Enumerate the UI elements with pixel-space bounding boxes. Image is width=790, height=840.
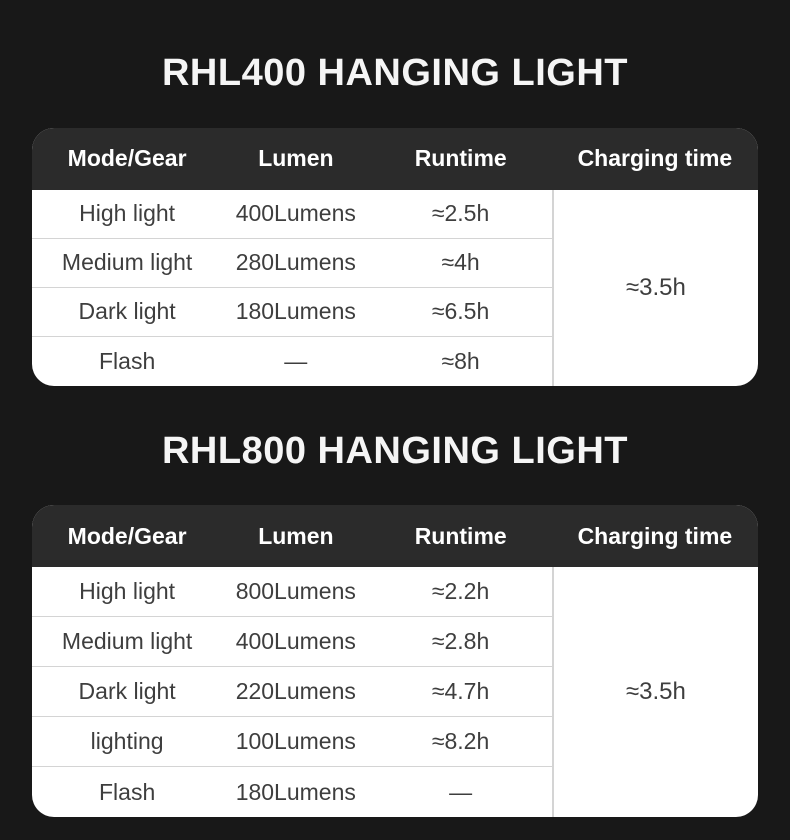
cell-mode: Medium light bbox=[61, 628, 193, 655]
page-title-rhl800: RHL800 HANGING LIGHT bbox=[161, 429, 629, 472]
table-row bbox=[32, 567, 552, 617]
cell-lumen: 400Lumens bbox=[235, 628, 356, 655]
cell-lumen: 100Lumens bbox=[235, 728, 356, 755]
table-body bbox=[32, 190, 758, 386]
header-cell-mode-gear: Mode/Gear bbox=[67, 145, 187, 172]
charging-time-merged-cell: ≈3.5h bbox=[552, 190, 758, 386]
header-cell-lumen: Lumen bbox=[258, 145, 334, 172]
cell-mode: Flash bbox=[99, 778, 156, 805]
cell-lumen: 280Lumens bbox=[235, 249, 356, 276]
cell-runtime: ≈2.5h bbox=[431, 200, 490, 227]
cell-lumen: 220Lumens bbox=[235, 678, 356, 705]
cell-mode: Dark light bbox=[78, 298, 176, 325]
table-row bbox=[32, 288, 552, 337]
header-cell-charging-time: Charging time bbox=[577, 145, 733, 172]
cell-runtime: ≈8h bbox=[441, 347, 480, 374]
cell-mode: Medium light bbox=[61, 249, 193, 276]
cell-lumen: 180Lumens bbox=[235, 298, 356, 325]
table-row bbox=[32, 717, 552, 767]
header-cell-runtime: Runtime bbox=[414, 145, 507, 172]
cell-runtime: ≈6.5h bbox=[431, 298, 490, 325]
cell-lumen: 180Lumens bbox=[235, 778, 356, 805]
table-row bbox=[32, 190, 552, 239]
table-row bbox=[32, 239, 552, 288]
table-header-row bbox=[32, 128, 758, 190]
cell-mode: High light bbox=[79, 200, 176, 227]
table-rows bbox=[32, 567, 552, 817]
header-cell-runtime: Runtime bbox=[414, 522, 507, 549]
table-header-row bbox=[32, 505, 758, 567]
page-title-rhl400: RHL400 HANGING LIGHT bbox=[161, 52, 629, 94]
cell-runtime: ≈4.7h bbox=[431, 678, 490, 705]
table-row bbox=[32, 767, 552, 817]
table-body bbox=[32, 567, 758, 817]
cell-runtime: ≈2.8h bbox=[431, 628, 490, 655]
table-rows bbox=[32, 190, 552, 386]
cell-lumen: — bbox=[284, 347, 308, 374]
header-cell-mode-gear: Mode/Gear bbox=[67, 522, 187, 549]
cell-runtime: ≈4h bbox=[441, 249, 480, 276]
charging-time-merged-cell: ≈3.5h bbox=[552, 567, 758, 817]
header-cell-lumen: Lumen bbox=[258, 522, 334, 549]
cell-runtime: ≈8.2h bbox=[431, 728, 490, 755]
table-row bbox=[32, 337, 552, 386]
spec-table-rhl800 bbox=[32, 505, 758, 817]
cell-lumen: 400Lumens bbox=[235, 200, 356, 227]
table-row bbox=[32, 617, 552, 667]
header-cell-charging-time: Charging time bbox=[577, 522, 733, 549]
cell-lumen: 800Lumens bbox=[235, 578, 356, 605]
cell-mode: High light bbox=[79, 578, 176, 605]
cell-mode: Flash bbox=[99, 347, 156, 374]
spec-table-rhl400 bbox=[32, 128, 758, 386]
cell-runtime: — bbox=[449, 778, 473, 805]
cell-runtime: ≈2.2h bbox=[431, 578, 490, 605]
table-row bbox=[32, 667, 552, 717]
cell-mode: lighting bbox=[90, 728, 164, 755]
cell-mode: Dark light bbox=[78, 678, 176, 705]
